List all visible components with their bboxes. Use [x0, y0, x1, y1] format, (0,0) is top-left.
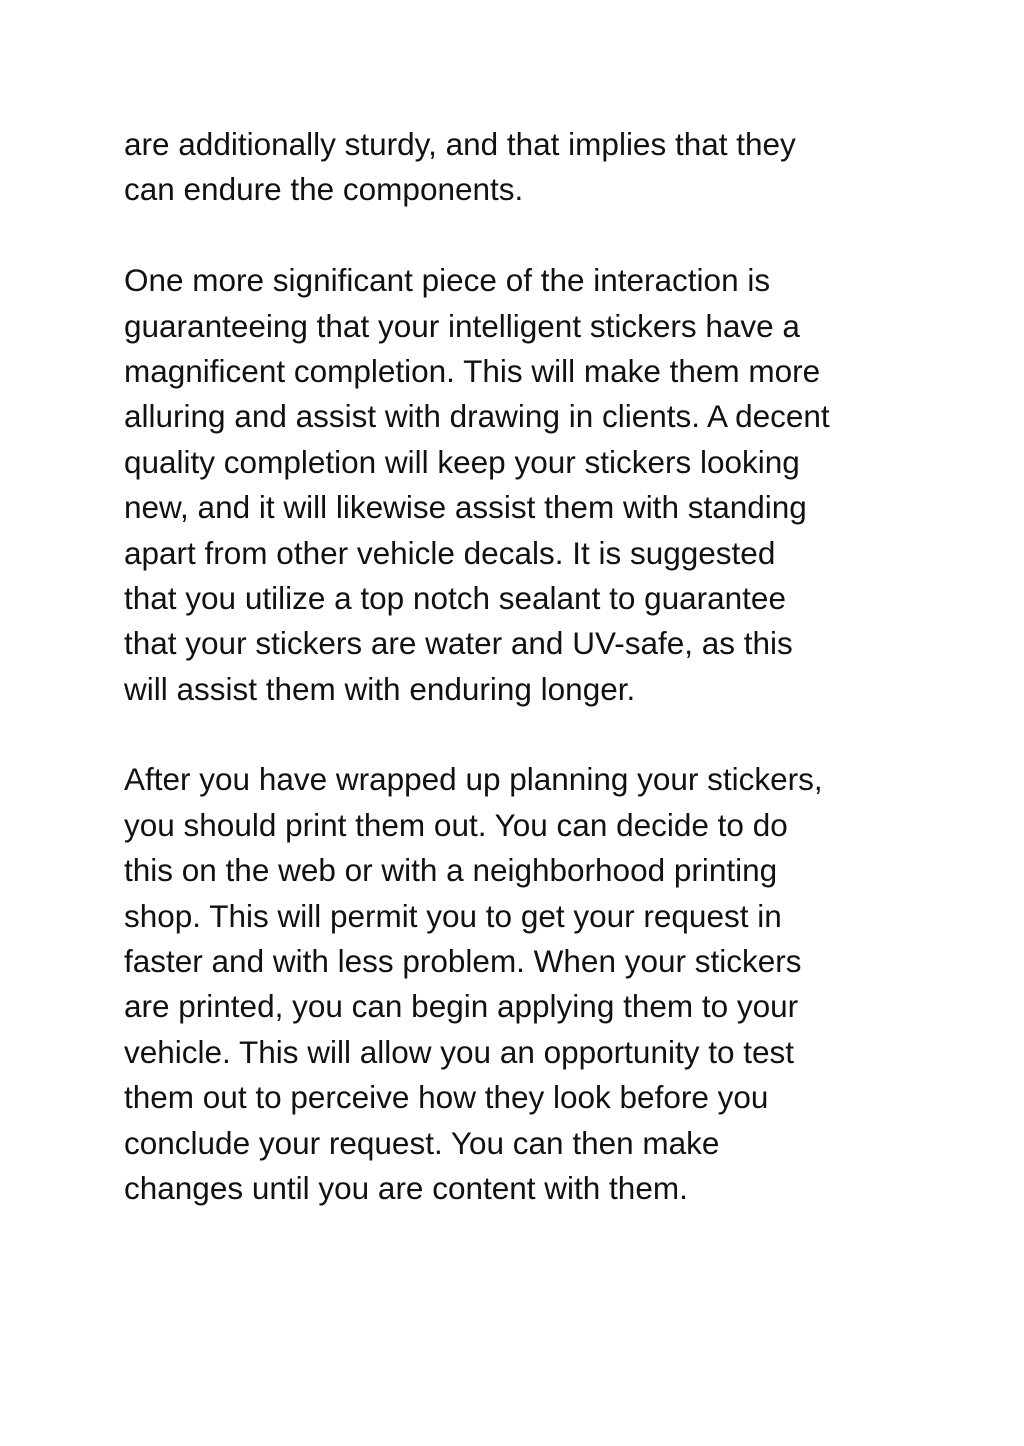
text-line: that you utilize a top notch sealant to guarantee [124, 579, 786, 616]
paragraph-spacer [124, 213, 914, 258]
paragraph-1 [124, 122, 914, 213]
text-line: are additionally sturdy, and that implies that they [124, 126, 796, 162]
text-line: conclude your request. You can then make [124, 1124, 720, 1161]
text-line: apart from other vehicle decals. It is suggested [124, 534, 776, 571]
text-line: alluring and assist with drawing in clients. A decent [124, 398, 830, 435]
text-line: vehicle. This will allow you an opportunity to test [124, 1033, 795, 1070]
text-line: changes until you are content with them. [124, 1169, 688, 1206]
text-line: that your stickers are water and UV-safe, as this [124, 625, 793, 662]
text-line: After you have wrapped up planning your stickers, [124, 761, 823, 798]
document-body [124, 122, 914, 1211]
text-line: can endure the components. [124, 171, 524, 208]
text-line: them out to perceive how they look before you [124, 1079, 769, 1116]
text-line: magnificent completion. This will make them more [124, 352, 821, 389]
text-line: you should print them out. You can decide to do [124, 806, 788, 843]
paragraph-spacer [124, 712, 914, 757]
text-line: quality completion will keep your stickers looking [124, 443, 800, 480]
text-line: will assist them with enduring longer. [124, 670, 636, 707]
text-line: guaranteeing that your intelligent stickers have a [124, 307, 800, 344]
text-line: are printed, you can begin applying them to your [124, 988, 799, 1025]
text-line: One more significant piece of the interaction is [124, 262, 771, 299]
text-line: shop. This will permit you to get your request in [124, 897, 782, 934]
paragraph-3 [124, 757, 914, 1211]
text-line: new, and it will likewise assist them with standing [124, 489, 807, 526]
paragraph-2 [124, 258, 914, 712]
text-line: this on the web or with a neighborhood printing [124, 852, 778, 889]
text-line: faster and with less problem. When your stickers [124, 943, 802, 980]
